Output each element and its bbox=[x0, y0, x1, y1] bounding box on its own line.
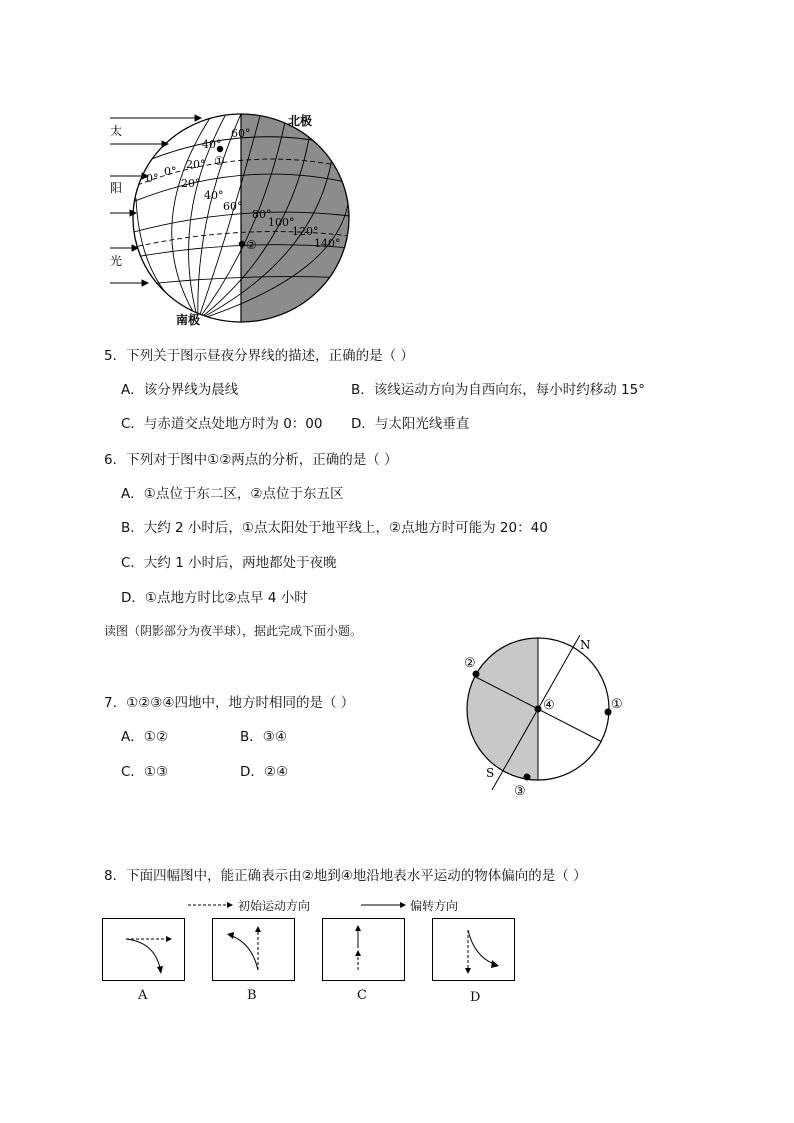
lat-label: 60° bbox=[231, 127, 251, 140]
q6-option-c: C．大约 1 小时后，两地都处于夜晚 bbox=[121, 555, 337, 571]
point-2-label: ② bbox=[246, 238, 257, 252]
q5-option-d: D．与太阳光线垂直 bbox=[351, 416, 470, 432]
lon-label: 140° bbox=[314, 237, 341, 250]
lon-label: 120° bbox=[292, 225, 319, 238]
legend-initial-label: 初始运动方向 bbox=[238, 899, 311, 913]
q6-option-d: D．①点地方时比②点早 4 小时 bbox=[121, 590, 308, 606]
question-5-stem: 5．下列关于图示昼夜分界线的描述，正确的是（ ） bbox=[104, 348, 414, 364]
sun-char-1: 太 bbox=[110, 124, 123, 138]
q6-option-b: B．大约 2 小时后，①点太阳处于地平线上，②点地方时可能为 20：40 bbox=[121, 520, 548, 536]
q6-option-a: A．①点位于东二区，②点位于东五区 bbox=[121, 486, 344, 502]
north-label: N bbox=[580, 638, 591, 652]
lat-label: 40° bbox=[204, 189, 224, 202]
option-box-d bbox=[432, 918, 516, 982]
legend-deflect-label: 偏转方向 bbox=[410, 899, 459, 913]
point-4-label: ④ bbox=[543, 698, 555, 713]
sun-char-3: 光 bbox=[110, 254, 123, 268]
lat-label: 60° bbox=[223, 200, 243, 213]
q5-option-c: C．与赤道交点处地方时为 0：00 bbox=[121, 416, 323, 432]
box-label-c: C bbox=[357, 988, 367, 1003]
q7-option-c: C．①③ bbox=[121, 764, 169, 780]
south-pole-label: 南极 bbox=[176, 313, 201, 327]
option-box-c bbox=[322, 918, 406, 982]
box-label-d: D bbox=[470, 990, 481, 1005]
q7-option-b: B．③④ bbox=[240, 729, 287, 745]
lon-label: 80° bbox=[252, 208, 272, 221]
point-4-dot bbox=[535, 706, 542, 713]
box-label-a: A bbox=[138, 988, 148, 1003]
legend-solid-arrow bbox=[358, 897, 408, 913]
point-1-label: ① bbox=[611, 697, 623, 712]
q5-option-b: B．该线运动方向为自西向东，每小时约移动 15° bbox=[351, 382, 645, 398]
point-2-dot bbox=[473, 671, 480, 678]
globe-figure bbox=[100, 108, 360, 328]
lat-label: 20° bbox=[181, 177, 201, 190]
north-pole-label: 北极 bbox=[288, 114, 313, 128]
point-2-label: ② bbox=[464, 656, 476, 671]
question-6-stem: 6．下列对于图中①②两点的分析，正确的是（ ） bbox=[104, 452, 398, 468]
lat-label: 40° bbox=[202, 138, 222, 151]
point-1-label: ① bbox=[214, 154, 225, 168]
lon-label: 100° bbox=[268, 216, 295, 229]
point-3-dot bbox=[524, 774, 531, 781]
box-label-b: B bbox=[247, 988, 257, 1003]
sun-rays bbox=[110, 115, 201, 286]
point-2-dot bbox=[239, 241, 245, 247]
q5-option-a: A．该分界线为晨线 bbox=[121, 382, 239, 398]
option-box-b bbox=[212, 918, 296, 982]
south-label: S bbox=[486, 766, 495, 780]
sun-char-2: 阳 bbox=[110, 181, 123, 195]
polar-figure bbox=[450, 625, 640, 800]
point-3-label: ③ bbox=[514, 784, 526, 799]
legend-dashed-arrow bbox=[185, 897, 235, 913]
q7-option-d: D．②④ bbox=[240, 764, 289, 780]
lat-label: 20° bbox=[186, 158, 206, 171]
lon-label: 0° bbox=[146, 172, 159, 185]
question-7-stem: 7．①②③④四地中，地方时相同的是（ ） bbox=[104, 695, 355, 711]
q7-option-a: A．①② bbox=[121, 729, 168, 745]
night-half bbox=[460, 625, 538, 795]
reading-instruction: 读图（阴影部分为夜半球），据此完成下面小题。 bbox=[104, 624, 363, 638]
lat-label: 0° bbox=[164, 165, 177, 178]
question-8-stem: 8．下面四幅图中，能正确表示由②地到④地沿地表水平运动的物体偏向的是（ ） bbox=[104, 868, 587, 884]
option-box-a bbox=[102, 918, 186, 982]
